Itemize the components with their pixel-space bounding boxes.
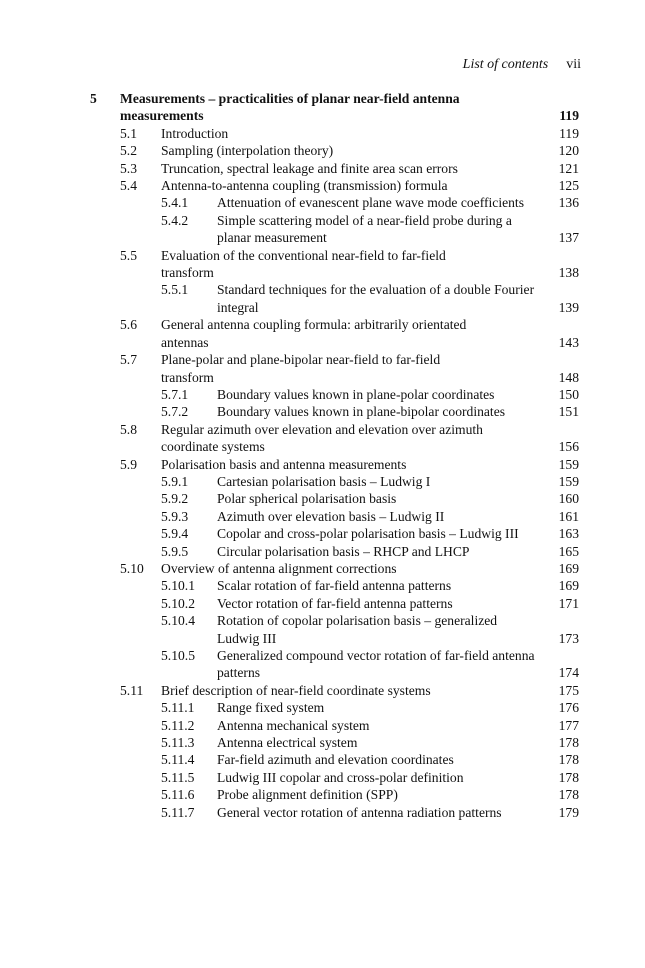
entry-page-number: 143 <box>558 334 579 350</box>
entry-page-number: 119 <box>559 125 579 141</box>
toc-entry-5-9-2 <box>0 490 645 507</box>
entry-number: 5.11.5 <box>161 769 195 785</box>
entry-number: 5.11.7 <box>161 804 195 820</box>
entry-number: 5.4 <box>120 178 137 194</box>
entry-title: Vector rotation of far-field antenna patterns <box>217 595 453 611</box>
toc-entry-5-9 <box>0 456 645 473</box>
entry-number: 5.9 <box>120 456 137 472</box>
entry-page-number: 178 <box>558 752 579 768</box>
entry-number: 5.4.1 <box>161 195 189 211</box>
entry-number: 5.7.1 <box>161 386 189 402</box>
toc-entry-5-11-5 <box>0 769 645 786</box>
entry-number: 5.10.1 <box>161 578 195 594</box>
entry-number: 5.11 <box>120 682 144 698</box>
toc-entry-5 <box>0 90 645 125</box>
entry-title: Evaluation of the conventional near-field to far-field transform <box>161 247 446 281</box>
entry-title: Standard techniques for the evaluation of a double Fourier integral <box>217 282 535 315</box>
entry-title: Measurements – practicalities of planar near-field antenna measurements <box>120 91 460 124</box>
entry-number: 5.4.2 <box>161 212 189 228</box>
entry-page-number: 178 <box>558 735 579 751</box>
entry-number: 5.5.1 <box>161 282 189 298</box>
toc-entry-5-11-2 <box>0 717 645 734</box>
entry-page-number: 148 <box>558 369 579 385</box>
toc-entry-5-10-1 <box>0 577 645 594</box>
entry-page-number: 125 <box>558 178 579 194</box>
entry-title: Circular polarisation basis – RHCP and LHCP <box>217 543 470 559</box>
entry-page-number: 150 <box>558 386 579 402</box>
entry-page-number: 137 <box>558 230 579 246</box>
entry-title: Probe alignment definition (SPP) <box>217 787 398 803</box>
entry-page-number: 169 <box>558 560 579 576</box>
entry-title: Introduction <box>161 125 229 141</box>
entry-page-number: 151 <box>558 404 579 420</box>
toc-entry-5-11 <box>0 682 645 699</box>
toc-entry-5-11-6 <box>0 786 645 803</box>
toc-entry-5-9-4 <box>0 525 645 542</box>
table-of-contents <box>0 90 645 821</box>
entry-number: 5.3 <box>120 160 137 176</box>
entry-title: Azimuth over elevation basis – Ludwig II <box>217 508 445 524</box>
entry-title: General vector rotation of antenna radiation patterns <box>217 804 502 820</box>
entry-title: Truncation, spectral leakage and finite area scan errors <box>161 160 458 176</box>
toc-entry-5-11-4 <box>0 751 645 768</box>
toc-entry-5-4-2 <box>0 212 645 247</box>
entry-page-number: 120 <box>558 143 579 159</box>
entry-page-number: 159 <box>558 473 579 489</box>
entry-number: 5.7.2 <box>161 404 189 420</box>
entry-title: Ludwig III copolar and cross-polar definition <box>217 769 464 785</box>
toc-entry-5-10-5 <box>0 647 645 682</box>
toc-entry-5-11-1 <box>0 699 645 716</box>
toc-entry-5-9-5 <box>0 543 645 560</box>
entry-page-number: 178 <box>558 769 579 785</box>
toc-entry-5-9-1 <box>0 473 645 490</box>
entry-title: Rotation of copolar polarisation basis – generalized Ludwig III <box>217 613 498 646</box>
entry-page-number: 160 <box>558 491 579 507</box>
entry-title: General antenna coupling formula: arbitrarily orientated antennas <box>161 317 467 350</box>
entry-number: 5.9.4 <box>161 526 189 542</box>
entry-number: 5.1 <box>120 125 137 141</box>
entry-page-number: 159 <box>558 456 579 472</box>
toc-entry-5-11-7 <box>0 804 645 821</box>
entry-title: Brief description of near-field coordinate systems <box>161 682 431 698</box>
entry-number: 5.2 <box>120 143 137 159</box>
entry-page-number: 119 <box>559 108 579 124</box>
entry-title: Sampling (interpolation theory) <box>161 143 334 159</box>
entry-title: Antenna mechanical system <box>217 717 370 733</box>
entry-number: 5.9.5 <box>161 543 189 559</box>
entry-page-number: 179 <box>558 804 579 820</box>
entry-title: Overview of antenna alignment corrections <box>161 560 397 576</box>
toc-entry-5-2 <box>0 142 645 159</box>
entry-page-number: 173 <box>558 630 579 646</box>
toc-entry-5-7-2 <box>0 403 645 420</box>
page-number: vii <box>566 57 581 72</box>
entry-page-number: 174 <box>558 665 579 681</box>
entry-page-number: 161 <box>558 508 579 524</box>
entry-number: 5 <box>90 91 97 106</box>
entry-page-number: 176 <box>558 700 579 716</box>
entry-number: 5.11.6 <box>161 787 195 803</box>
entry-title: Boundary values known in plane-bipolar coordinates <box>217 404 506 420</box>
entry-page-number: 171 <box>558 595 579 611</box>
entry-page-number: 136 <box>558 195 579 211</box>
entry-title: Antenna electrical system <box>217 735 358 751</box>
entry-title: Scalar rotation of far-field antenna patterns <box>217 578 452 594</box>
toc-entry-5-5 <box>0 247 645 282</box>
entry-title: Generalized compound vector rotation of far-field antenna patterns <box>217 648 535 681</box>
toc-entry-5-3 <box>0 160 645 177</box>
toc-entry-5-7-1 <box>0 386 645 403</box>
entry-title: Cartesian polarisation basis – Ludwig I <box>217 473 431 489</box>
toc-entry-5-5-1 <box>0 281 645 316</box>
entry-page-number: 178 <box>558 787 579 803</box>
running-title: List of contents <box>462 57 549 72</box>
toc-entry-5-10-2 <box>0 595 645 612</box>
entry-page-number: 177 <box>558 717 579 733</box>
toc-entry-5-7 <box>0 351 645 386</box>
toc-entry-5-10-4 <box>0 612 645 647</box>
entry-number: 5.9.2 <box>161 491 189 507</box>
entry-number: 5.10.4 <box>161 613 195 629</box>
toc-entry-5-10 <box>0 560 645 577</box>
entry-page-number: 175 <box>558 682 579 698</box>
entry-title: Range fixed system <box>217 700 325 716</box>
entry-title: Boundary values known in plane-polar coordinates <box>217 386 495 402</box>
entry-page-number: 169 <box>558 578 579 594</box>
entry-number: 5.11.2 <box>161 717 195 733</box>
entry-title: Plane-polar and plane-bipolar near-field to far-field transform <box>161 352 441 385</box>
entry-number: 5.8 <box>120 421 137 437</box>
entry-title: Polarisation basis and antenna measurements <box>161 456 407 472</box>
entry-title: Regular azimuth over elevation and elevation over azimuth coordinate systems <box>161 421 483 455</box>
entry-title: Far-field azimuth and elevation coordinates <box>217 752 454 768</box>
entry-title: Simple scattering model of a near-field probe during a planar measurement <box>217 212 512 246</box>
entry-page-number: 165 <box>558 543 579 559</box>
entry-number: 5.11.1 <box>161 700 195 716</box>
entry-title: Polar spherical polarisation basis <box>217 491 397 507</box>
entry-page-number: 121 <box>558 160 579 176</box>
page-header <box>463 55 581 75</box>
entry-number: 5.7 <box>120 352 137 368</box>
entry-page-number: 138 <box>558 265 579 281</box>
entry-number: 5.10.5 <box>161 648 195 663</box>
entry-title: Copolar and cross-polar polarisation basis – Ludwig III <box>217 526 519 542</box>
entry-number: 5.9.1 <box>161 473 189 489</box>
toc-entry-5-4-1 <box>0 194 645 211</box>
entry-title: Attenuation of evanescent plane wave mode coefficients <box>217 195 524 211</box>
entry-title: Antenna-to-antenna coupling (transmission) formula <box>161 178 448 194</box>
entry-number: 5.10 <box>120 560 144 576</box>
entry-page-number: 139 <box>558 299 579 315</box>
toc-entry-5-11-3 <box>0 734 645 751</box>
entry-number: 5.10.2 <box>161 595 195 611</box>
toc-entry-5-8 <box>0 421 645 456</box>
toc-entry-5-9-3 <box>0 508 645 525</box>
entry-page-number: 163 <box>558 526 579 542</box>
entry-number: 5.6 <box>120 317 137 333</box>
toc-entry-5-4 <box>0 177 645 194</box>
entry-number: 5.9.3 <box>161 508 189 524</box>
entry-number: 5.11.4 <box>161 752 195 768</box>
entry-page-number: 156 <box>558 439 579 455</box>
toc-entry-5-6 <box>0 316 645 351</box>
toc-entry-5-1 <box>0 125 645 142</box>
entry-number: 5.11.3 <box>161 735 195 751</box>
entry-number: 5.5 <box>120 247 137 263</box>
